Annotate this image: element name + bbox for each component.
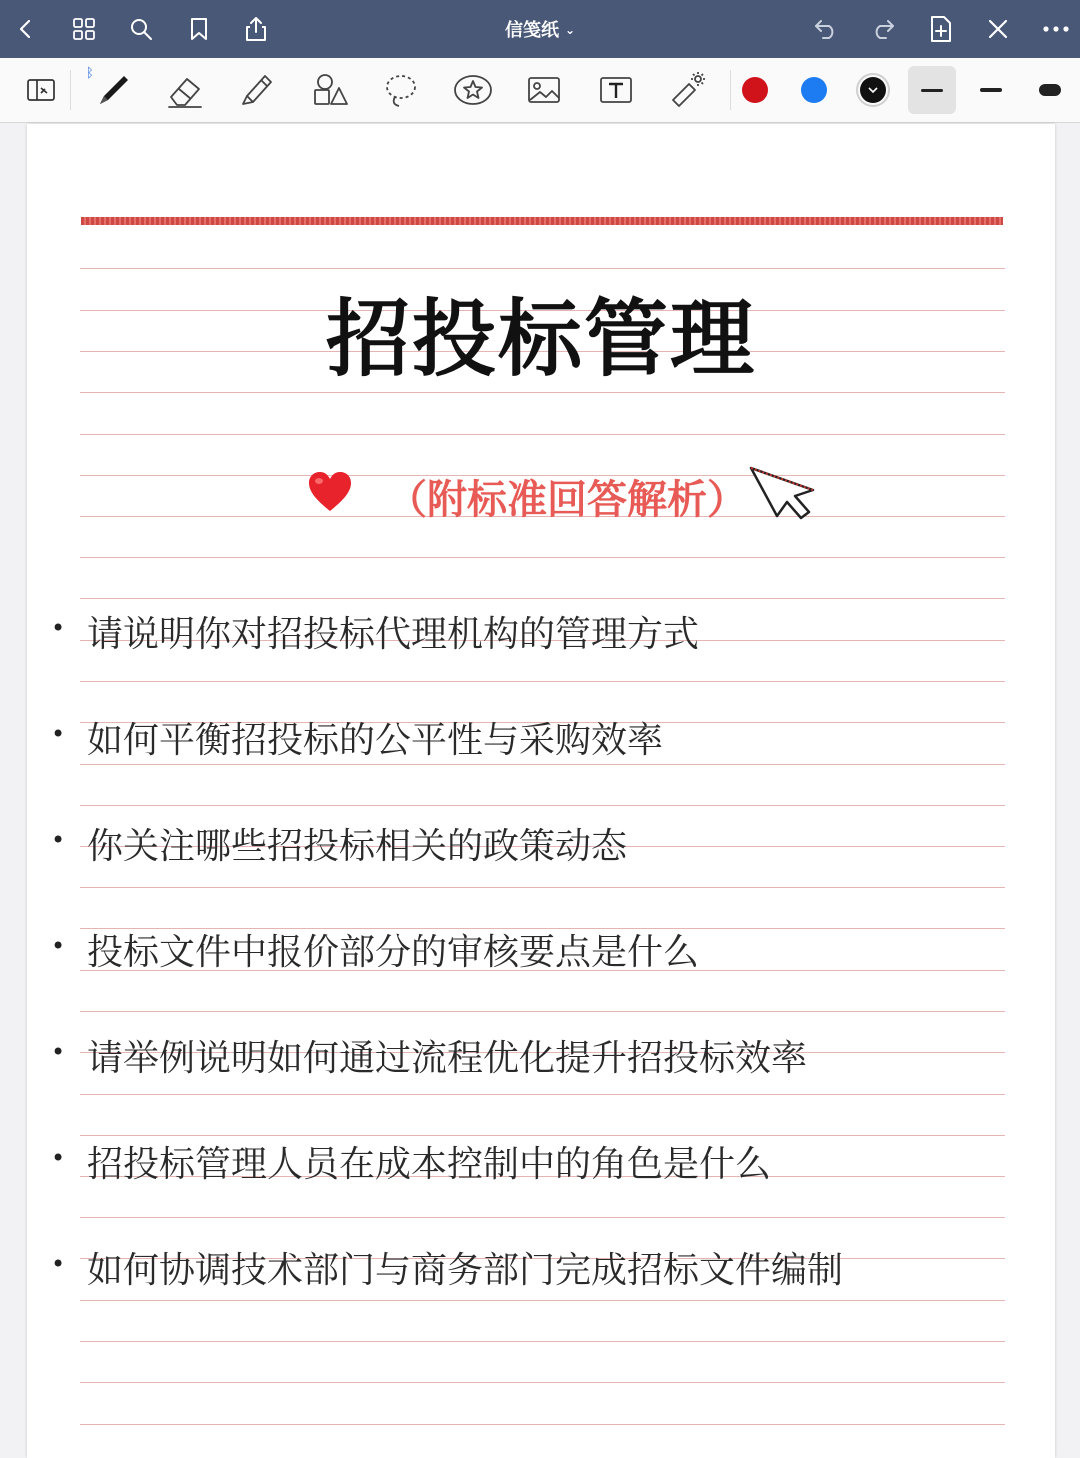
bluetooth-icon: ᛒ: [86, 66, 94, 81]
grid-icon[interactable]: [64, 9, 104, 49]
ruled-line: [80, 1341, 1005, 1342]
color-blue: [801, 77, 827, 103]
bullet: •: [51, 826, 66, 854]
ruled-line: [80, 805, 1005, 806]
ruled-line: [80, 1382, 1005, 1383]
ruled-line: [80, 1424, 1005, 1425]
ruled-line: [80, 1094, 1005, 1095]
list-item: 请举例说明如何通过流程优化提升招投标效率: [87, 1038, 808, 1079]
list-item: 你关注哪些招投标相关的政策动态: [87, 826, 628, 867]
bullet: •: [51, 720, 66, 748]
note-page[interactable]: [27, 124, 1055, 1458]
chevron-down-icon: ⌄: [564, 23, 576, 37]
top-navigation-bar: [0, 0, 1080, 58]
ruled-line: [80, 887, 1005, 888]
selected-color-ring: [856, 73, 890, 107]
cursor-arrow-icon: [747, 464, 827, 522]
color-swatch-red[interactable]: [731, 66, 779, 114]
search-icon[interactable]: [121, 9, 161, 49]
list-item: 如何协调技术部门与商务部门完成招标文件编制: [87, 1250, 844, 1291]
list-item: 请说明你对招投标代理机构的管理方式: [87, 614, 700, 655]
list-item: 投标文件中报价部分的审核要点是什么: [87, 932, 700, 973]
stroke-thick-icon: [1039, 84, 1061, 96]
share-icon[interactable]: [236, 9, 276, 49]
ruled-line: [80, 434, 1005, 435]
ruled-line: [80, 557, 1005, 558]
list-item: 招投标管理人员在成本控制中的角色是什么: [87, 1144, 772, 1185]
text-box-icon[interactable]: [592, 66, 640, 114]
ruled-line: [80, 681, 1005, 682]
drawing-toolbar: [0, 58, 1080, 123]
ruled-line: [80, 764, 1005, 765]
stroke-medium-icon: [980, 88, 1002, 92]
document-title: 信笺纸: [504, 20, 559, 41]
stroke-width-medium[interactable]: [967, 66, 1015, 114]
ruled-line: [80, 598, 1005, 599]
sticker-icon[interactable]: [449, 66, 497, 114]
eraser-icon[interactable]: [161, 66, 209, 114]
undo-icon[interactable]: [806, 9, 846, 49]
laser-pointer-icon[interactable]: [663, 66, 711, 114]
list-item: 如何平衡招投标的公平性与采购效率: [87, 720, 664, 761]
color-red: [742, 77, 768, 103]
color-swatch-black-selected[interactable]: [849, 66, 897, 114]
stroke-width-thin[interactable]: [908, 66, 956, 114]
more-icon[interactable]: [1036, 9, 1076, 49]
heart-icon: [307, 471, 353, 513]
page-subtitle: （附标准回答解析）: [387, 477, 747, 523]
color-swatch-blue[interactable]: [790, 66, 838, 114]
document-title-dropdown[interactable]: [440, 16, 640, 42]
stroke-thin-icon: [921, 89, 943, 92]
ruled-line: [80, 1300, 1005, 1301]
color-black: [860, 77, 886, 103]
header-red-line: [81, 217, 1003, 225]
page-title: 招投标管理: [325, 290, 756, 388]
lasso-icon[interactable]: [377, 66, 425, 114]
bullet: •: [51, 1144, 66, 1172]
bullet: •: [51, 614, 66, 642]
ruled-line: [80, 1217, 1005, 1218]
highlighter-icon[interactable]: [233, 66, 281, 114]
bookmark-icon[interactable]: [179, 9, 219, 49]
bullet: •: [51, 1250, 66, 1278]
pen-icon[interactable]: [88, 66, 136, 114]
stroke-width-thick[interactable]: [1026, 66, 1074, 114]
ruled-line: [80, 1011, 1005, 1012]
image-icon[interactable]: [520, 66, 568, 114]
close-icon[interactable]: [978, 9, 1018, 49]
back-icon[interactable]: [6, 9, 46, 49]
toolbar-divider: [70, 70, 71, 110]
reader-mode-icon[interactable]: [17, 66, 65, 114]
add-page-icon[interactable]: [921, 9, 961, 49]
ruled-line: [80, 268, 1005, 269]
shapes-icon[interactable]: [305, 66, 353, 114]
bullet: •: [51, 932, 66, 960]
redo-icon[interactable]: [863, 9, 903, 49]
bullet: •: [51, 1038, 66, 1066]
